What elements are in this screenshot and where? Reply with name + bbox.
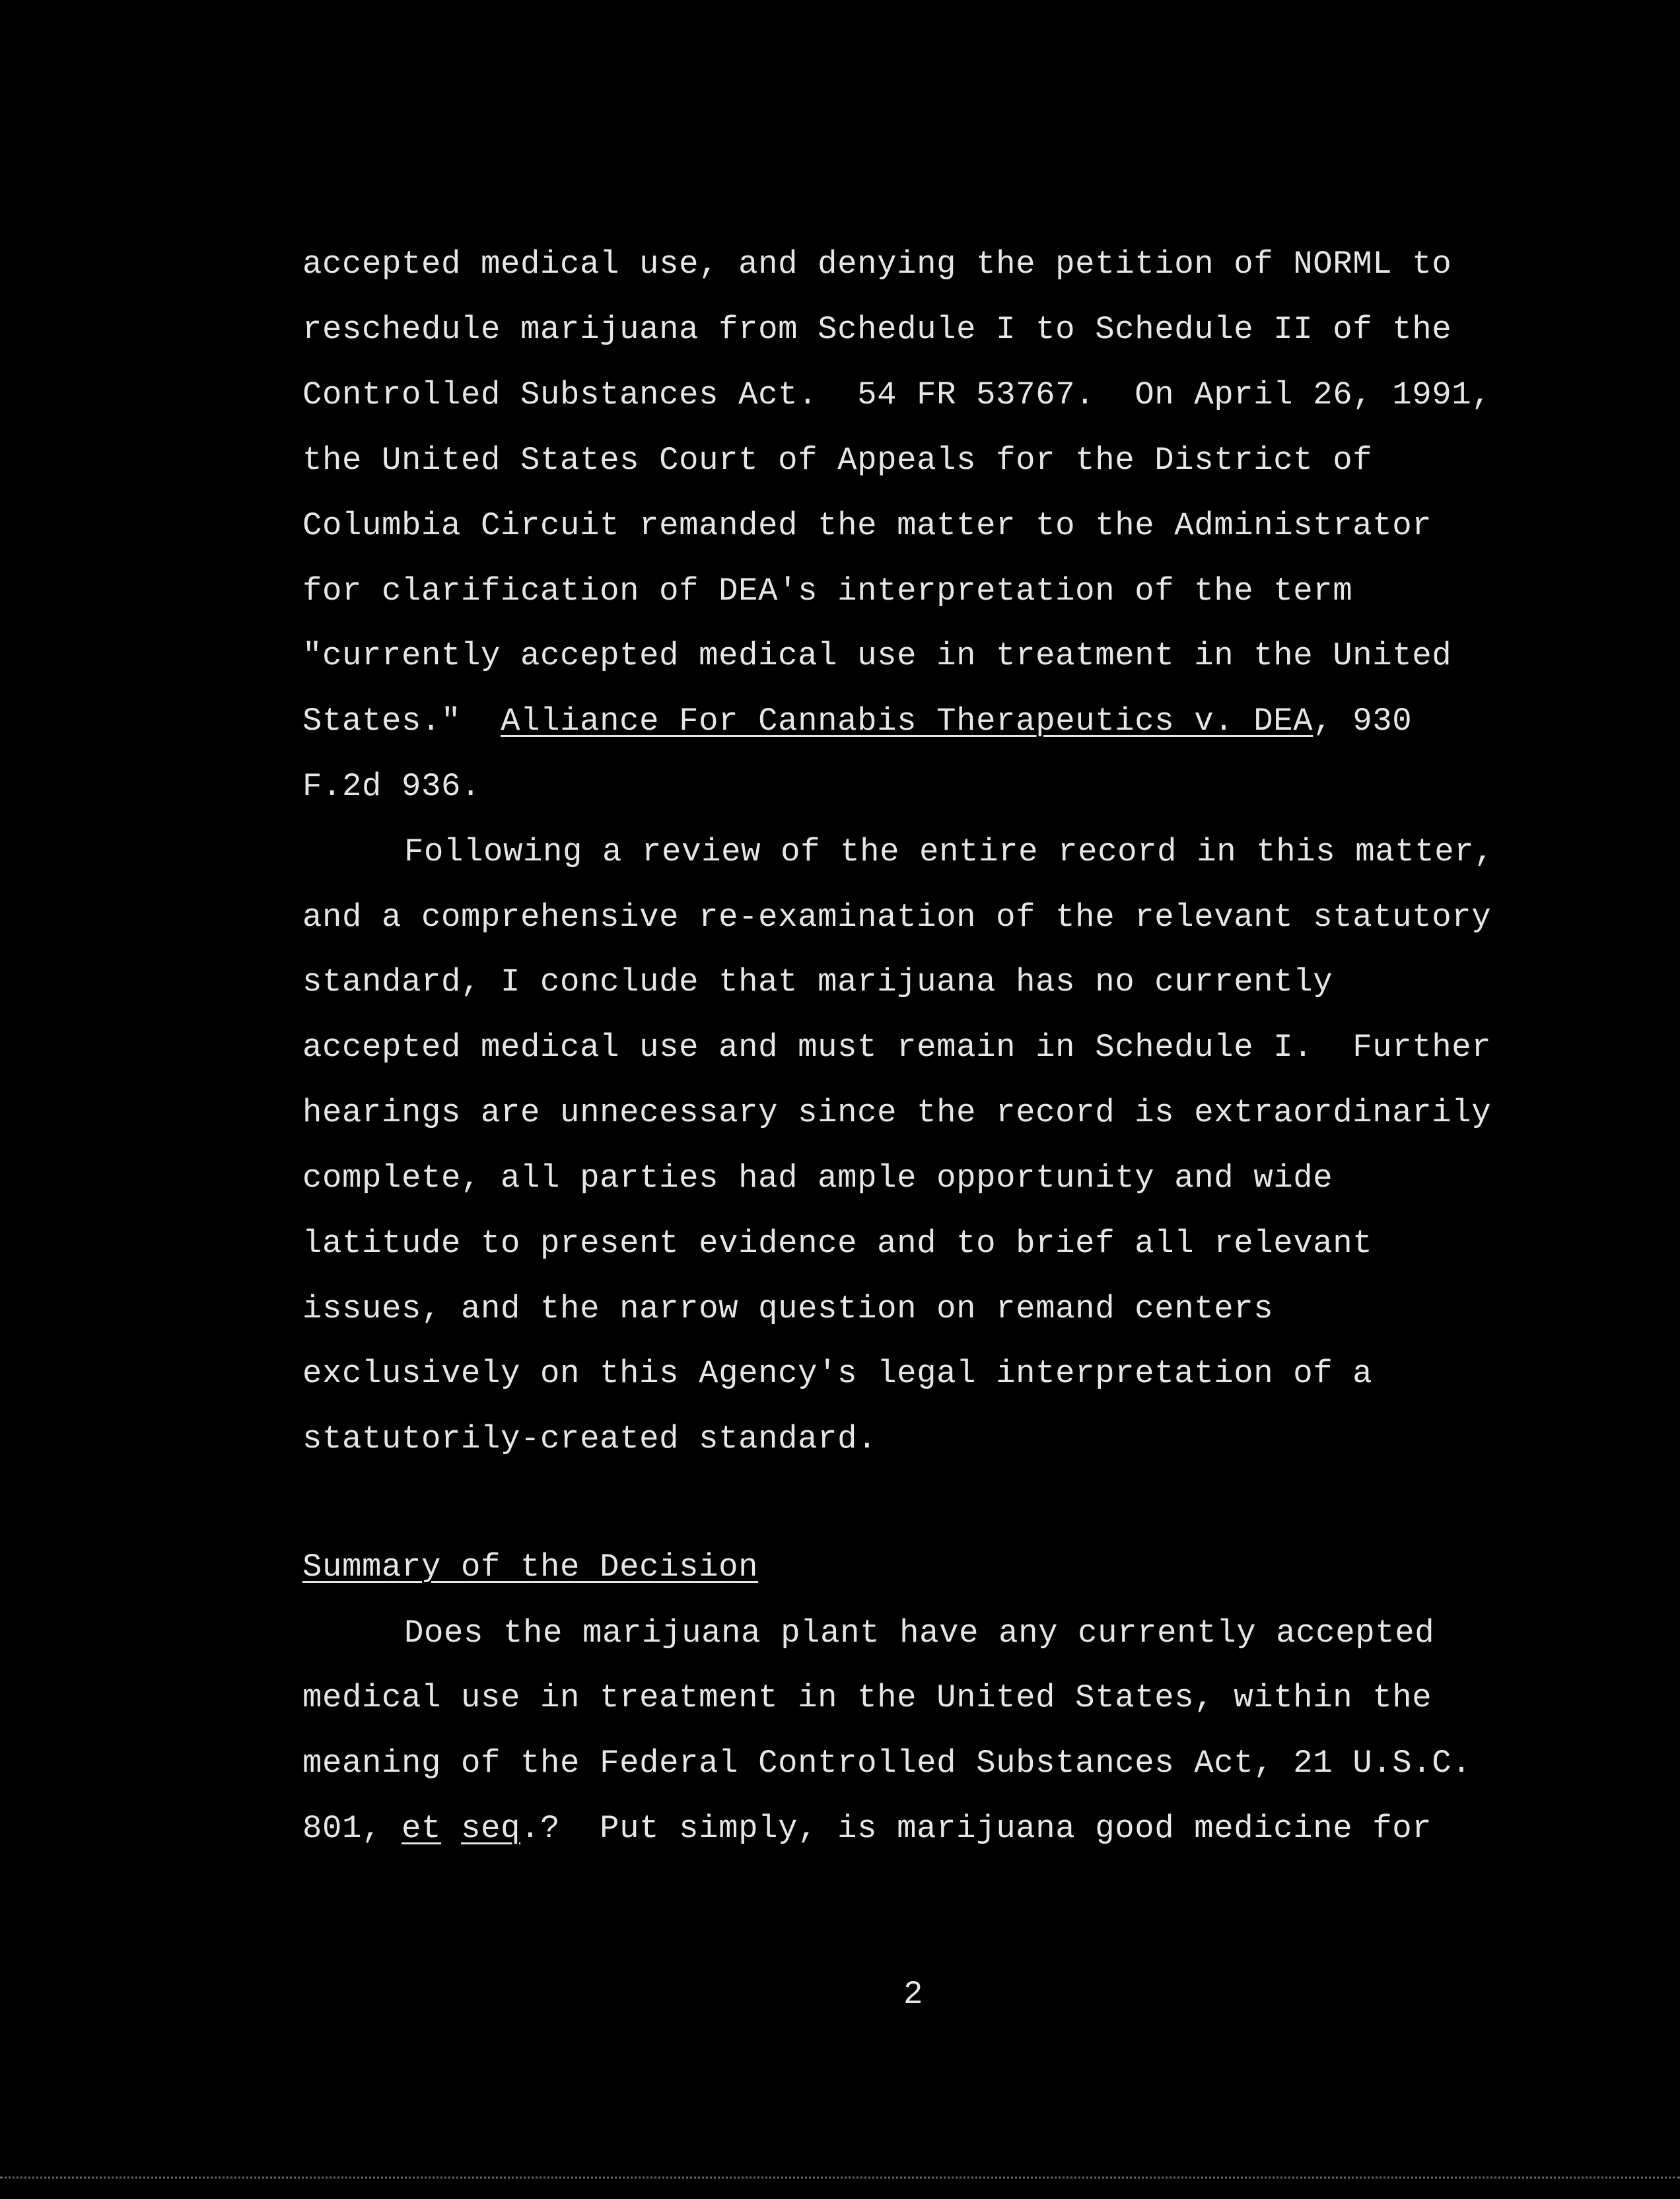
paragraph-2-line-8: issues, and the narrow question on remand centers <box>302 1290 1274 1327</box>
paragraph-2-line-6: complete, all parties had ample opportunity and wide <box>302 1160 1333 1197</box>
paragraph-2-line-7: latitude to present evidence and to brief all relevant <box>302 1225 1373 1262</box>
paragraph-2-line-10: statutorily-created standard. <box>302 1420 878 1457</box>
paragraph-1-line-9: F.2d 936. <box>302 768 481 805</box>
line-8-suffix: , 930 <box>1313 703 1413 740</box>
paragraph-2-line-2: and a comprehensive re-examination of the relevant statutory <box>302 899 1492 936</box>
paragraph-2-line-9: exclusively on this Agency's legal interpretation of a <box>302 1355 1373 1392</box>
paragraph-1-line-3: Controlled Substances Act. 54 FR 53767. On April 26, 1991, <box>302 376 1492 413</box>
page-number: 2 <box>903 1976 923 2013</box>
line-4-prefix: 801, <box>302 1810 402 1847</box>
paragraph-3-line-4 <box>302 1809 1432 1848</box>
paragraph-1-line-4: the United States Court of Appeals for the District of <box>302 442 1373 479</box>
line-8-prefix: States." <box>302 703 501 740</box>
paragraph-2-line-3: standard, I conclude that marijuana has no currently <box>302 963 1333 1000</box>
line-4-suffix: .? Put simply, is marijuana good medicine for <box>520 1810 1432 1847</box>
paragraph-1-line-8 <box>302 701 1412 741</box>
paragraph-2-line-4: accepted medical use and must remain in Schedule I. Further <box>302 1029 1492 1066</box>
seq-word: seq <box>461 1810 521 1847</box>
paragraph-3-line-1: Does the marijuana plant have any currently accepted <box>404 1615 1435 1652</box>
paragraph-2-line-1: Following a review of the entire record in this matter, <box>404 833 1494 870</box>
et-word: et <box>402 1810 442 1847</box>
section-heading: Summary of the Decision <box>302 1549 759 1586</box>
paragraph-3-line-3: meaning of the Federal Controlled Substances Act, 21 U.S.C. <box>302 1745 1472 1782</box>
paragraph-1-line-5: Columbia Circuit remanded the matter to the Administrator <box>302 507 1432 544</box>
case-citation: Alliance For Cannabis Therapeutics v. DEA <box>501 703 1313 740</box>
paragraph-1-line-7: "currently accepted medical use in treatment in the United <box>302 637 1452 674</box>
paragraph-1-line-1: accepted medical use, and denying the petition of NORML to <box>302 246 1452 283</box>
paragraph-2-line-5: hearings are unnecessary since the record is extraordinarily <box>302 1094 1492 1131</box>
scan-edge-rule <box>0 2177 1680 2179</box>
space <box>441 1810 461 1847</box>
paragraph-1-line-2: reschedule marijuana from Schedule I to Schedule II of the <box>302 311 1452 348</box>
paragraph-3-line-2: medical use in treatment in the United States, within the <box>302 1679 1432 1716</box>
paragraph-1-line-6: for clarification of DEA's interpretation of the term <box>302 573 1353 610</box>
